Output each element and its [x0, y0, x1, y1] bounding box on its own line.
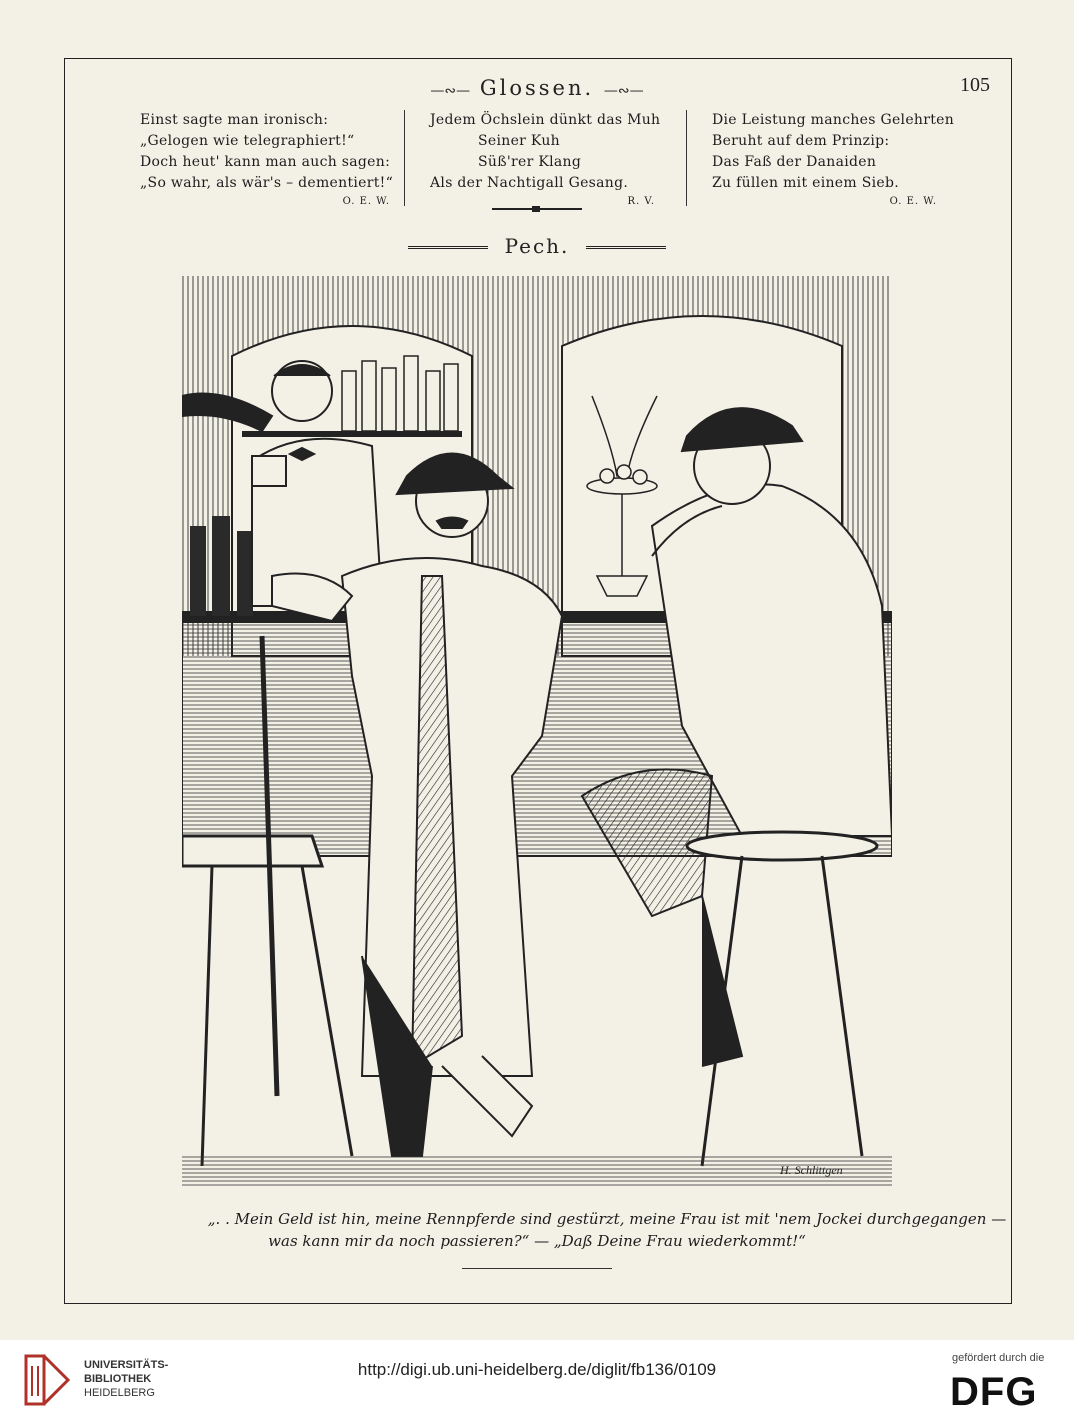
- bottle-shelf: [242, 431, 462, 437]
- caption-line: „. . Mein Geld ist hin, meine Rennpferde sind gestürzt, meine Frau ist mit 'nem Jockei durchgegangen —: [207, 1210, 1007, 1228]
- column-divider: [686, 110, 687, 206]
- poem-line: Die Leistung manches Gelehrten: [712, 112, 955, 128]
- poem-1: [140, 110, 394, 210]
- cartoon-caption: [0, 1208, 1074, 1252]
- library-name-line: HEIDELBERG: [84, 1387, 155, 1399]
- title-flourish-right: —∾—: [603, 83, 644, 99]
- artist-signature: H. Schlittgen: [780, 1163, 843, 1177]
- poem-line: „So wahr, als wär's – dementiert!“: [140, 175, 394, 191]
- title-rule-right: [586, 246, 666, 249]
- poem-line: Seiner Kuh: [478, 133, 560, 149]
- bar-scene-illustration: [182, 276, 892, 1186]
- footer-bar: [0, 1340, 1074, 1428]
- poem-line: Einst sagte man ironisch:: [140, 112, 329, 128]
- column-divider: [404, 110, 405, 206]
- funding-text: gefördert durch die: [952, 1352, 1045, 1364]
- caption-line: was kann mir da noch passieren?“ — „Daß Deine Frau wiederkommt!“: [268, 1232, 806, 1250]
- ornament-divider: [492, 208, 582, 210]
- section-title-text: Glossen.: [479, 76, 595, 100]
- poem-signature: O. E. W.: [342, 196, 390, 207]
- title-rule-left: [408, 246, 488, 249]
- source-url-link[interactable]: http://digi.ub.uni-heidelberg.de/diglit/fb136/0109: [357, 1360, 717, 1379]
- poem-line: „Gelogen wie telegraphiert!“: [140, 133, 355, 149]
- library-name-line: BIBLIOTHEK: [84, 1373, 152, 1385]
- cartoon-title: [0, 234, 1074, 258]
- poem-3: [712, 110, 955, 210]
- poem-2: [430, 110, 661, 210]
- poem-line: Als der Nachtigall Gesang.: [430, 175, 629, 191]
- poem-signature: O. E. W.: [889, 196, 937, 207]
- poem-line: Süß'rer Klang: [478, 154, 582, 170]
- closing-rule: [462, 1268, 612, 1269]
- section-title: [0, 76, 1074, 100]
- title-flourish-left: —∾—: [430, 83, 471, 99]
- poem-signature: R. V.: [627, 196, 655, 207]
- poem-line: Doch heut' kann man auch sagen:: [140, 154, 391, 170]
- poem-line: Jedem Öchslein dünkt das Muh: [430, 112, 661, 128]
- counter-bottles: [190, 516, 253, 616]
- poem-line: Das Faß der Danaiden: [712, 154, 877, 170]
- poem-line: Beruht auf dem Prinzip:: [712, 133, 890, 149]
- page-number: 105: [960, 74, 990, 96]
- poem-line: Zu füllen mit einem Sieb.: [712, 175, 899, 191]
- library-name-line: UNIVERSITÄTS-: [84, 1359, 169, 1371]
- dfg-logo[interactable]: DFG: [950, 1370, 1038, 1414]
- cartoon-title-text: Pech.: [504, 234, 570, 258]
